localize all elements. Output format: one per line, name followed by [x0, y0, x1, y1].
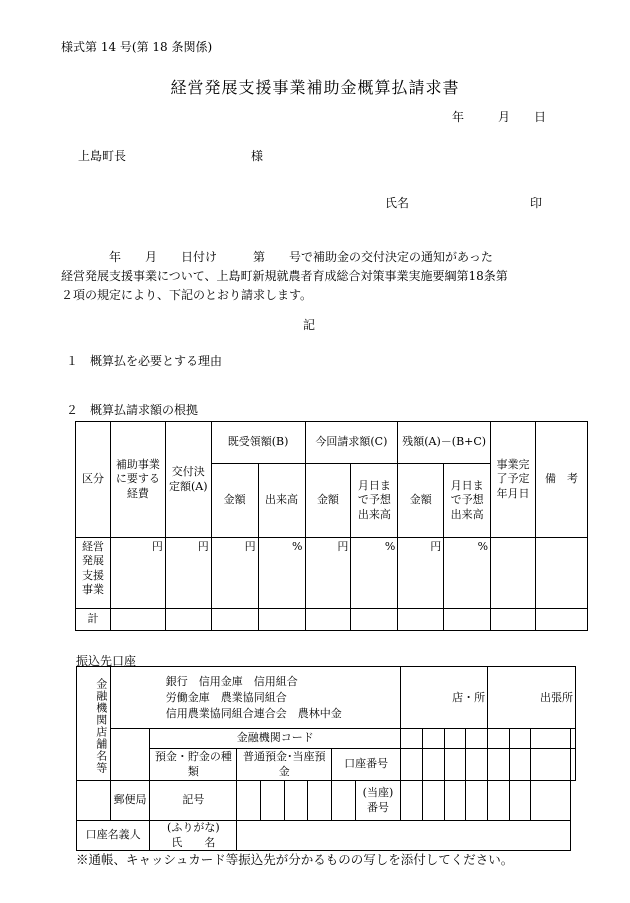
bank-code-cell-4[interactable] [466, 729, 488, 749]
total-zan[interactable] [398, 609, 444, 631]
branch-label[interactable]: 店・所 [401, 667, 488, 729]
account-no-cell-2[interactable] [422, 749, 444, 781]
header-kofu: 交付決定額(A) [165, 422, 211, 538]
row-label: 経営発展支援事業 [76, 538, 111, 609]
bank-line-3: 信用農業協同組合連合会 農林中金 [165, 706, 342, 720]
header-kubun: 区分 [76, 422, 111, 538]
sub-yotei-c: 月日まで予想出来高 [351, 464, 398, 538]
form-number: 様式第 14 号(第 18 条関係) [61, 40, 213, 54]
kigo-cell-2[interactable] [261, 781, 285, 821]
bango-cell-7[interactable] [531, 781, 571, 821]
bank-code-cell-3[interactable] [444, 729, 466, 749]
bango-text: 番号 [366, 800, 389, 814]
total-kijyu[interactable] [211, 609, 258, 631]
bango-cell-4[interactable] [466, 781, 488, 821]
total-hojo[interactable] [110, 609, 165, 631]
bank-types[interactable] [110, 667, 400, 729]
header-kijyu: 既受領額(B) [211, 422, 305, 464]
bank-code-cell-1[interactable] [401, 729, 423, 749]
total-kijyu-pct[interactable] [258, 609, 305, 631]
account-no-cell-5[interactable] [488, 749, 510, 781]
body-line-1: 年 月 日付け 第 号で補助金の交付決定の通知があった [61, 250, 493, 264]
date-month: 月 [497, 110, 510, 124]
holder-name-label [150, 821, 237, 851]
bango-cell-6[interactable] [509, 781, 531, 821]
furigana-label: (ふりがな) [167, 821, 220, 835]
total-label: 計 [76, 609, 111, 631]
account-no-cell-8[interactable] [571, 749, 576, 781]
kigo-cell-3[interactable] [284, 781, 308, 821]
bank-code-cell-5[interactable] [488, 729, 510, 749]
sub-branch-label[interactable]: 出張所 [488, 667, 576, 729]
bank-code-cell-2[interactable] [422, 729, 444, 749]
bank-code-cell-8[interactable] [571, 729, 576, 749]
sub-kingaku-b: 金額 [211, 464, 258, 538]
bank-code-cell-7[interactable] [531, 729, 571, 749]
total-kanryo[interactable] [491, 609, 536, 631]
body-line-3: ２項の規定により、下記のとおり請求します。 [61, 288, 313, 302]
body-line-2: 経営発展支援事業について、上島町新規就農者育成総合対策事業実施要綱第18条第 [61, 269, 508, 283]
page-title: 経営発展支援事業補助金概算払請求書 [170, 78, 460, 97]
account-no-cell-1[interactable] [401, 749, 423, 781]
name-label: 氏名 [385, 196, 410, 210]
honorific: 様 [251, 149, 264, 163]
cell-pct-kijyu[interactable]: % [258, 538, 305, 609]
header-zangaku: 残額(A)－(B+C) [398, 422, 491, 464]
date-day: 日 [533, 110, 546, 124]
holder-name-input[interactable] [237, 821, 571, 851]
total-konkai[interactable] [305, 609, 351, 631]
total-konkai-pct[interactable] [351, 609, 398, 631]
bango-cell-3[interactable] [444, 781, 466, 821]
account-no-cell-7[interactable] [531, 749, 571, 781]
cell-yen-kijyu[interactable]: 円 [211, 538, 258, 609]
kigo-label: 記号 [150, 781, 237, 821]
bango-cell-1[interactable] [401, 781, 423, 821]
blank-left-1 [110, 729, 150, 781]
bank-code-cell-6[interactable] [509, 729, 531, 749]
total-kofu[interactable] [165, 609, 211, 631]
toza-label: (当座) [362, 786, 394, 800]
sub-kingaku-c: 金額 [305, 464, 351, 538]
blank-left-2 [77, 781, 111, 821]
cell-yen-konkai[interactable]: 円 [305, 538, 351, 609]
section-2-heading: ２ 概算払請求額の根拠 [66, 403, 199, 417]
total-zan-pct[interactable] [444, 609, 491, 631]
date-year: 年 [452, 110, 465, 124]
cell-pct-zan[interactable]: % [444, 538, 491, 609]
deposit-options[interactable]: 普通預金･当座預金 [237, 749, 332, 781]
header-hojo: 補助事業に要する経費 [110, 422, 165, 538]
deposit-type-label: 預金・貯金の種類 [150, 749, 237, 781]
cell-yen-kofu[interactable]: 円 [165, 538, 211, 609]
cell-yen-hojo[interactable]: 円 [110, 538, 165, 609]
seal-label: 印 [530, 196, 543, 210]
section-1-heading: １ 概算払を必要とする理由 [66, 354, 223, 368]
account-no-cell-4[interactable] [466, 749, 488, 781]
post-office-label: 郵便局 [110, 781, 150, 821]
holder-label: 口座名義人 [77, 821, 150, 851]
addressee: 上島町長 [78, 149, 127, 163]
sub-kingaku-z: 金額 [398, 464, 444, 538]
header-kanryo: 事業完了予定年月日 [491, 422, 536, 538]
bank-label: 金融機関店舗名等 [77, 667, 111, 781]
header-konkai: 今回請求額(C) [305, 422, 398, 464]
cell-yen-zan[interactable]: 円 [398, 538, 444, 609]
bank-line-1: 銀行 信用金庫 信用組合 [165, 674, 298, 688]
bank-line-2: 労働金庫 農業協同組合 [165, 690, 287, 704]
kigo-cell-5[interactable] [332, 781, 356, 821]
body-text [61, 248, 561, 305]
bango-label [355, 781, 401, 821]
account-table [76, 666, 576, 851]
total-biko[interactable] [536, 609, 588, 631]
account-no-cell-3[interactable] [444, 749, 466, 781]
date-line [452, 110, 546, 126]
header-biko: 備 考 [536, 422, 588, 538]
account-no-cell-6[interactable] [509, 749, 531, 781]
bank-code-label: 金融機関コード [150, 729, 401, 749]
basis-table [75, 421, 588, 631]
shimei-label: 氏 名 [171, 835, 216, 849]
cell-kanryo[interactable] [491, 538, 536, 609]
cell-pct-konkai[interactable]: % [351, 538, 398, 609]
account-heading: 振込先口座 [76, 654, 137, 668]
sub-yotei-z: 月日まで予想出来高 [444, 464, 491, 538]
bango-cell-2[interactable] [422, 781, 444, 821]
sub-dekidaka: 出来高 [258, 464, 305, 538]
attachment-note: ※通帳、キャッシュカード等振込先が分かるものの写しを添付してください。 [76, 852, 514, 867]
ki-mark: 記 [303, 318, 316, 332]
cell-biko[interactable] [536, 538, 588, 609]
kigo-cell-1[interactable] [237, 781, 261, 821]
bango-cell-5[interactable] [488, 781, 510, 821]
account-no-label: 口座番号 [332, 749, 401, 781]
kigo-cell-4[interactable] [308, 781, 332, 821]
